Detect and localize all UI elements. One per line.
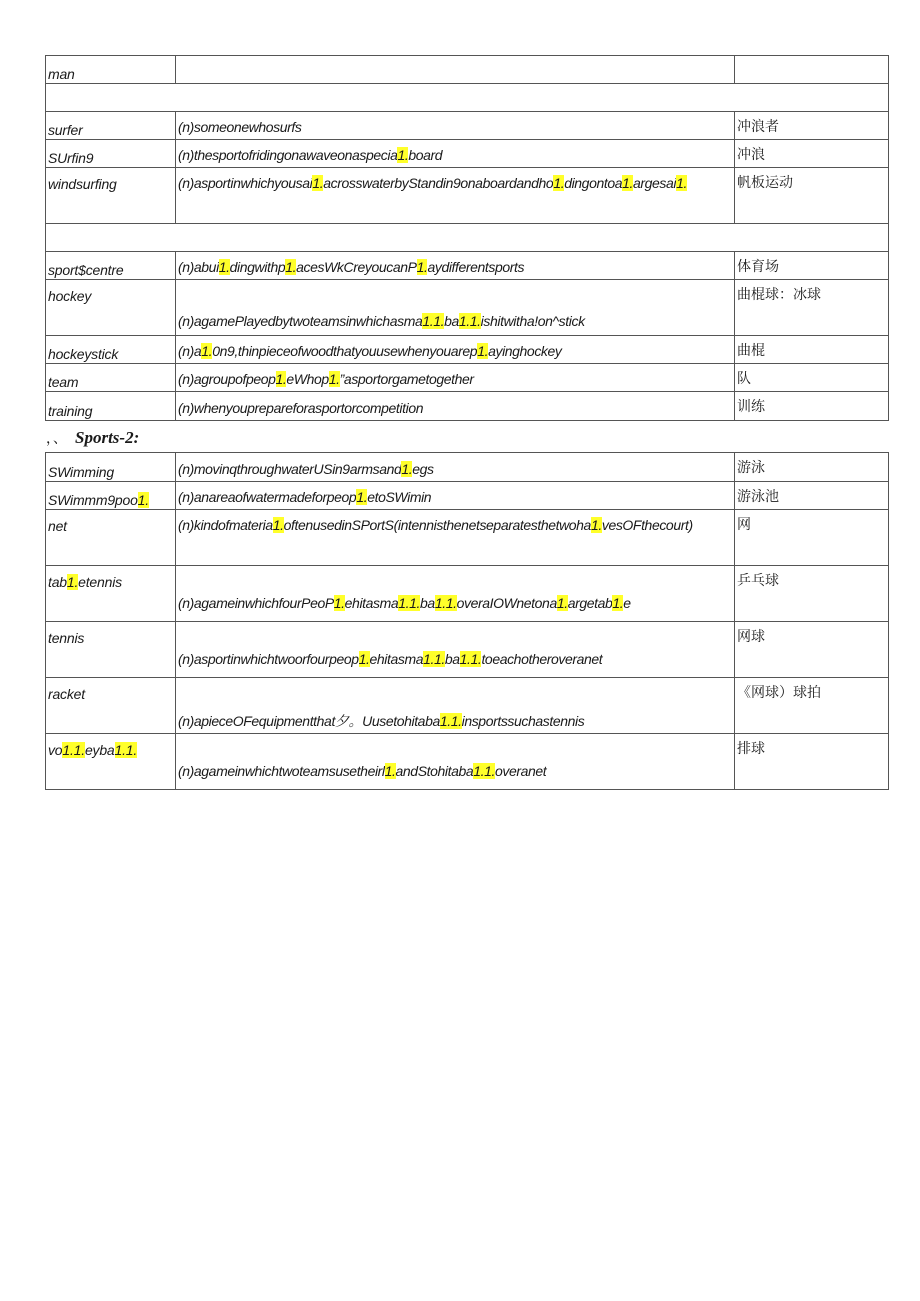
vocab-table-1 bbox=[45, 55, 889, 421]
vocab-row bbox=[46, 453, 889, 482]
vocab-row bbox=[46, 280, 889, 336]
highlight-mark: 1.1. bbox=[459, 651, 482, 667]
chinese-cell: 队 bbox=[735, 364, 889, 392]
word-cell: hockey bbox=[46, 280, 176, 336]
word-cell: SWimming bbox=[46, 453, 176, 482]
word-cell: SUrfin9 bbox=[46, 140, 176, 168]
chinese-cell: 《网球）球拍 bbox=[735, 678, 889, 734]
word-cell: tab1.etennis bbox=[46, 566, 176, 622]
highlight-mark: 1.1. bbox=[114, 742, 138, 758]
chinese-cell: 曲棍 bbox=[735, 336, 889, 364]
highlight-mark: 1. bbox=[612, 595, 624, 611]
highlight-mark: 1.1. bbox=[434, 595, 457, 611]
highlight-mark: 1. bbox=[285, 259, 297, 275]
highlight-mark: 1. bbox=[676, 175, 688, 191]
definition-cell: (n)kindofmateria1.oftenusedinSPortS(intennisthenetseparatesthetwoha1.vesOFthecourt) bbox=[176, 510, 735, 566]
chinese-cell: 游泳 bbox=[735, 453, 889, 482]
vocab-row bbox=[46, 482, 889, 510]
separator-row bbox=[46, 84, 889, 112]
blank-cell bbox=[46, 224, 889, 252]
definition-cell: (n)agameinwhichtwoteamsusetheirl1.andStohitaba1.1.overanet bbox=[176, 734, 735, 790]
definition-cell bbox=[176, 56, 735, 84]
section-heading bbox=[46, 428, 139, 448]
highlight-mark: 1. bbox=[328, 371, 340, 387]
definition-cell: (n)asportinwhichtwoorfourpeop1.ehitasma1.1.ba1.1.toeachotheroveranet bbox=[176, 622, 735, 678]
definition-cell: (n)agameinwhichfourPeoP1.ehitasma1.1.ba1.1.overaIOWnetona1.argetab1.e bbox=[176, 566, 735, 622]
word-cell: surfer bbox=[46, 112, 176, 140]
word-cell: net bbox=[46, 510, 176, 566]
heading-title: Sports-2: bbox=[75, 428, 140, 447]
definition-cell: (n)whenyouprepareforasportorcompetition bbox=[176, 392, 735, 421]
chinese-cell: 冲浪者 bbox=[735, 112, 889, 140]
vocab-row bbox=[46, 168, 889, 224]
word-cell: racket bbox=[46, 678, 176, 734]
vocab-row bbox=[46, 510, 889, 566]
highlight-mark: 1. bbox=[401, 461, 413, 477]
word-cell: hockeystick bbox=[46, 336, 176, 364]
highlight-mark: 1.1. bbox=[422, 313, 445, 329]
vocab-row bbox=[46, 622, 889, 678]
vocab-table-2 bbox=[45, 452, 889, 790]
highlight-mark: 1. bbox=[272, 517, 284, 533]
highlight-mark: 1.1. bbox=[398, 595, 421, 611]
highlight-mark: 1. bbox=[556, 595, 568, 611]
definition-cell: (n)abui1.dingwithp1.acesWkCreyoucanP1.aydifferentsports bbox=[176, 252, 735, 280]
highlight-mark: 1. bbox=[275, 371, 287, 387]
vocab-row bbox=[46, 56, 889, 84]
word-cell: windsurfing bbox=[46, 168, 176, 224]
highlight-mark: 1. bbox=[356, 489, 368, 505]
highlight-mark: 1. bbox=[384, 763, 396, 779]
highlight-mark: 1.1. bbox=[423, 651, 445, 667]
vocab-row bbox=[46, 392, 889, 421]
definition-cell: (n)someonewhosurfs bbox=[176, 112, 735, 140]
highlight-mark: 1.1. bbox=[473, 763, 496, 779]
vocab-row bbox=[46, 336, 889, 364]
highlight-mark: 1.1. bbox=[62, 742, 85, 758]
word-cell: SWimmm9poo1. bbox=[46, 482, 176, 510]
definition-cell: (n)agamePlayedbytwoteamsinwhichasma1.1.ba1.1.ishitwitha!on^stick bbox=[176, 280, 735, 336]
highlight-mark: 1. bbox=[218, 259, 230, 275]
chinese-cell: 冲浪 bbox=[735, 140, 889, 168]
vocab-row bbox=[46, 252, 889, 280]
chinese-cell: 网球 bbox=[735, 622, 889, 678]
chinese-cell: 曲棍球：冰球 bbox=[735, 280, 889, 336]
highlight-mark: 1. bbox=[137, 492, 149, 508]
blank-cell bbox=[46, 84, 889, 112]
chinese-cell: 训练 bbox=[735, 392, 889, 421]
vocab-row bbox=[46, 734, 889, 790]
definition-cell: (n)thesportofridingonawaveonaspecia1.board bbox=[176, 140, 735, 168]
chinese-cell: 排球 bbox=[735, 734, 889, 790]
vocab-row bbox=[46, 140, 889, 168]
definition-cell: (n)agroupofpeop1.eWhop1.”asportorgametogether bbox=[176, 364, 735, 392]
highlight-mark: 1. bbox=[477, 343, 489, 359]
word-cell: training bbox=[46, 392, 176, 421]
chinese-cell: 乒乓球 bbox=[735, 566, 889, 622]
vocab-row bbox=[46, 566, 889, 622]
chinese-cell: 体育场 bbox=[735, 252, 889, 280]
vocab-row bbox=[46, 678, 889, 734]
highlight-mark: 1. bbox=[416, 259, 428, 275]
highlight-mark: 1. bbox=[553, 175, 565, 191]
definition-cell: (n)asportinwhichyousai1.acrosswaterbyStandin9onaboardandho1.dingontoa1.argesai1. bbox=[176, 168, 735, 224]
word-cell: man bbox=[46, 56, 176, 84]
vocab-row bbox=[46, 364, 889, 392]
word-cell: team bbox=[46, 364, 176, 392]
highlight-mark: 1.1. bbox=[458, 313, 481, 329]
definition-cell: (n)a1.0n9,thinpieceofwoodthatyouusewhenyouarep1.ayinghockey bbox=[176, 336, 735, 364]
highlight-mark: 1. bbox=[333, 595, 345, 611]
highlight-mark: 1. bbox=[312, 175, 324, 191]
vocab-row bbox=[46, 112, 889, 140]
word-cell: tennis bbox=[46, 622, 176, 678]
definition-cell: (n)movinqthroughwaterUSin9armsand1.egs bbox=[176, 453, 735, 482]
highlight-mark: 1. bbox=[397, 147, 409, 163]
highlight-mark: 1. bbox=[358, 651, 370, 667]
chinese-cell bbox=[735, 56, 889, 84]
separator-row bbox=[46, 224, 889, 252]
word-cell: sport$centre bbox=[46, 252, 176, 280]
chinese-cell: 游泳池 bbox=[735, 482, 889, 510]
chinese-cell: 帆板运动 bbox=[735, 168, 889, 224]
definition-cell: (n)anareaofwatermadeforpeop1.etoSWimin bbox=[176, 482, 735, 510]
heading-prefix: ，、 bbox=[46, 432, 67, 447]
word-cell: vo1.1.eyba1.1. bbox=[46, 734, 176, 790]
chinese-cell: 网 bbox=[735, 510, 889, 566]
highlight-mark: 1. bbox=[622, 175, 633, 191]
highlight-mark: 1. bbox=[590, 517, 602, 533]
definition-cell: (n)apieceOFequipmentthat夕。Uusetohitaba1.1.insportssuchastennis bbox=[176, 678, 735, 734]
highlight-mark: 1. bbox=[66, 574, 79, 590]
highlight-mark: 1. bbox=[201, 343, 213, 359]
highlight-mark: 1.1. bbox=[439, 713, 462, 729]
